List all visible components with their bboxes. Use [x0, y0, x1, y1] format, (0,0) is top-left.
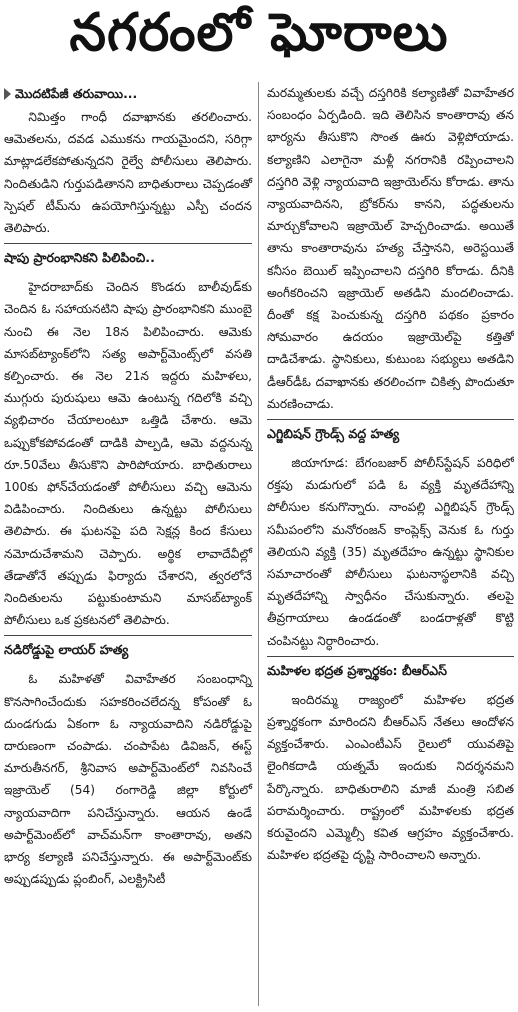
paragraph: హైదరాబాద్‌కు చెందిన కొండరు బాలీవుడ్‌కు చెందిన ఓ సహాయనటిని షాపు ప్రారంభానికని ముంబై నుంచి ఈ నెల 18న పిలిపించారు. ఆమెకు మాసబ్‌ట్యాంక్‌లోని సత్య అపార్ట్‌మెంట్స్‌లో వసతి కల్పించారు. ఈ నెల 21న ఇద్దరు మహిళలు, ముగ్గురు పురుషులు ఆమె ఉంటున్న గదిలోకి వచ్చి వ్యభిచారం చేయాలంటూ ఒత్తిడి చేశారు. ఆమె ఒప్పుకోకపోవడంతో దాడికి పాల్పడి, ఆమె వద్దనున్న రూ.50వేలు తీసుకొని పారిపోయారు. బాధితురాలు 100కు ఫోన్‌చేయడంతో పోలీసులు వచ్చి ఆమెను విడిపించారు. నిందితులు ఉన్నట్టు పోలీసులు తెలిపారు. ఈ ఘటనపై పది సెక్షన్ల కింద కేసులు నమోదుచేశామని చెప్పారు. అర్థిక లావాదేవీల్లో తేడాతోనే తప్పుడు ఫిర్యాదు చేశారని, త్వరలోనే నిందితులను పట్టుకుంటామని మాసబ్‌ట్యాంక్ పోలీసులు ఒక ప్రకటనలో తెలిపారు.: [4, 280, 252, 628]
paragraph: నిమిత్తం గాంధీ దవాఖానకు తరలించారు. ఆమెతలను, దవడ ఎముకను గాయమైందని, సరిగ్గా మాట్లాడలేకపోతున్నదని రైల్వే పోలీసులు తెలిపారు. నిందితుడిని గుర్తుపడితానని బాధితురాలు చెప్పడంతో స్పెషల్ టీమ్‌ను ఉపయోగిస్తున్నట్టు ఎస్పీ చందన తెలిపారు.: [4, 110, 252, 236]
right-column: [259, 82, 514, 1006]
subheading: ఎగ్జిబిషన్ గ్రౌండ్స్ వద్ద హత్య: [267, 419, 514, 448]
left-column: [4, 82, 259, 1006]
triangle-arrow-icon: [4, 88, 11, 100]
continued-label: [4, 84, 252, 104]
paragraph: ఓ మహిళతో వివాహేతర సంబంధాన్ని కొనసాగించేందుకు సహకరించలేదన్న కోపంతో ఓ దుండగుడు ఏకంగా ఓ న్యాయవాదిని నడిరోడ్డుపై దారుణంగా చంపాడు. చంపాపేట డివిజన్, ఈస్ట్ మారుతీనగర్, శ్రీనివాస అపార్ట్‌మెంట్‌లో నివసించే ఇజ్రాయెల్ (54) రంగారెడ్డి జిల్లా కోర్టులో న్యాయవాదిగా పనిచేస్తున్నారు. ఆయన ఉండే అపార్ట్‌మెంట్‌లో వాచ్‌మన్‌గా కాంతారావు, అతని భార్య కల్యాణి పనిచేస్తున్నారు. ఈ అపార్ట్‌మెంట్‌కు అప్పుడప్పుడు ప్లంబింగ్, ఎలక్ట్రిసిటీ: [4, 672, 252, 887]
subheading: షాపు ప్రారంభానికని పిలిపించి..: [4, 243, 252, 272]
paragraph: మరమ్మతులకు వచ్చే దస్తగిరికి కల్యాణితో వివాహేతర సంబంధం ఏర్పడింది. ఇది తెలిసిన కాంతారావు తన భార్యను తీసుకొని సొంత ఊరు వెళ్లిపోయాడు. కల్యాణిని ఎలాగైనా మళ్లీ నగరానికి రప్పించాలని దస్తగిరి వెళ్లి న్యాయవాది ఇజ్రాయెల్‌ను కోరాడు. తాను న్యాయవాదినని, బ్రోకర్‌ను కానని, పద్ధతులను మార్చుకోవాలని ఇజ్రాయెల్ హెచ్చరించాడు. అయితే తాను కాంతారావును హత్య చేస్తానని, అరెస్టయితే కనీసం బెయిల్ ఇప్పించాలని దస్తగిరి కోరాడు. దీనికి అంగీకరించని ఇజ్రాయెల్ అతడిని మందలించాడు. దీంతో కక్ష పెంచుకున్న దస్తగిరి పథకం ప్రకారం సోమవారం ఉదయం ఇజ్రాయెల్‌పై కత్తితో దాడిచేశాడు. స్థానికులు, కుటుంబ సభ్యులు అతడిని డీఆర్‌డీఓ దవాఖానకు తరలించగా చికిత్స పొందుతూ మరణించాడు.: [267, 86, 514, 411]
continued-text: మొదటిపేజీ తరువాయి...: [15, 86, 138, 101]
subheading: నడిరోడ్డుపై లాయర్ హత్య: [4, 635, 252, 664]
subheading: మహిళల భద్రత ప్రశ్నార్థకం: బీఆర్ఎస్: [267, 656, 514, 685]
paragraph: ఇందిరమ్మ రాజ్యంలో మహిళల భద్రత ప్రశ్నార్థకంగా మారిందని బీఆర్ఎస్ నేతలు ఆందోళన వ్యక్తంచేశారు. ఎంఎంటీఎస్ రైలులో యువతిపై లైంగికదాడి యత్నమే ఇందుకు నిదర్శనమని పేర్కొన్నారు. బాధితురాలిని మాజీ మంత్రి సబిత పరామర్శించారు. రాష్ట్రంలో మహిళలకు భద్రత కరువైందని ఎమ్మెల్సీ కవిత ఆగ్రహం వ్యక్తంచేశారు. మహిళల భద్రతపై దృష్టి సారించాలని అన్నారు.: [267, 692, 514, 863]
article-columns: [4, 82, 514, 1006]
headline: నగరంలో ఘోరాలు: [69, 2, 449, 63]
paragraph: జియాగూడ: బేగంబజార్ పోలీస్‌స్టేషన్ పరిధిలో రక్తపు మడుగులో పడి ఓ వ్యక్తి మృతదేహాన్ని పోలీసుల కనుగొన్నారు. నాంపల్లి ఎగ్జిబిషన్ గ్రౌండ్స్ సమీపంలోని మనోరంజన్ కాంప్లెక్స్ వెనుక ఓ గుర్తు తెలియని వ్యక్తి (35) మృతదేహం ఉన్నట్టు స్థానికుల సమాచారంతో పోలీసులు ఘటనాస్థలానికి వచ్చి మృతదేహాన్ని స్వాధీనం చేసుకున్నారు. తలపై తీవ్రగాయాలు ఉండడంతో బండరాళ్లతో కొట్టి చంపినట్టు నిర్ధారించారు.: [267, 456, 514, 648]
